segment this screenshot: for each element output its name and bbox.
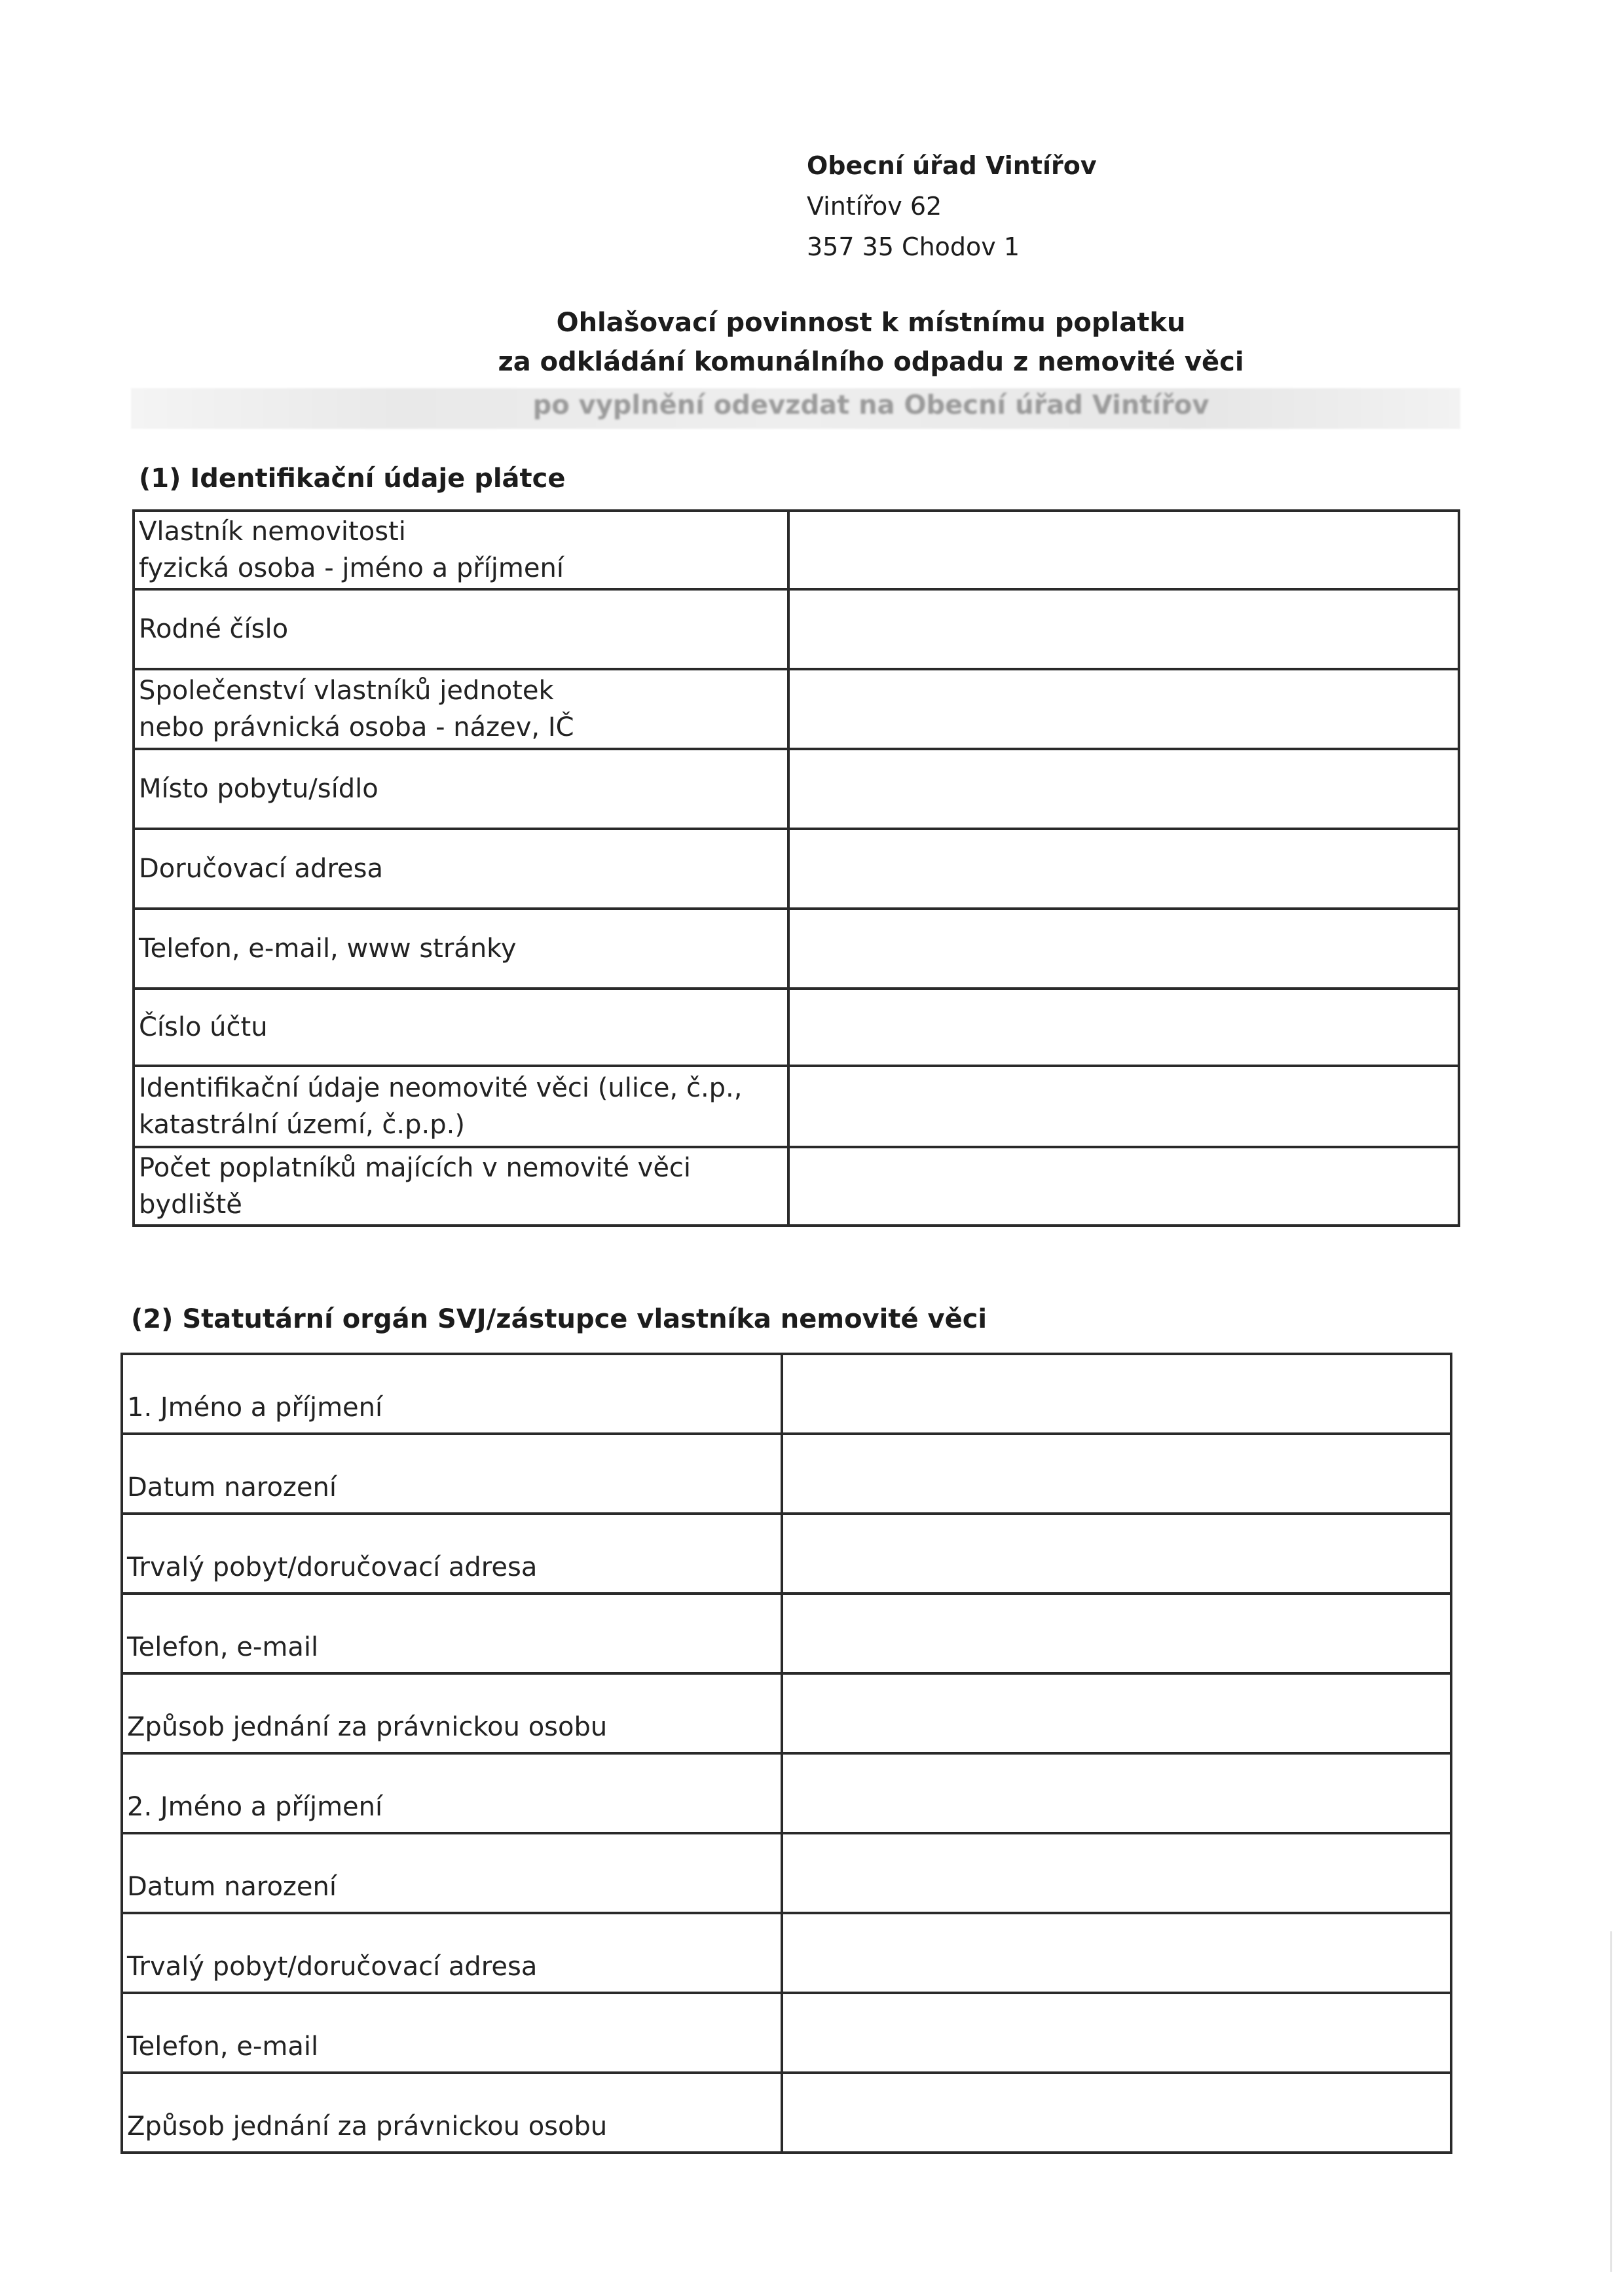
field-label: Telefon, e-mail [122, 1594, 782, 1673]
field-label: Trvalý pobyt/doručovací adresa [122, 1913, 782, 1993]
payer-identification-table [132, 509, 1460, 1227]
field-label: Způsob jednání za právnickou osobu [122, 1673, 782, 1753]
field-value-input[interactable] [782, 1833, 1451, 1913]
field-label-line1: Rodné číslo [139, 614, 289, 644]
field-label-line1: Vlastník nemovitosti [139, 517, 406, 547]
table-row [122, 1514, 1451, 1594]
instruction-text: po vyplnění odevzdat na Obecní úřad Vintířov [532, 390, 1209, 420]
field-label: Datum narození [122, 1833, 782, 1913]
table-row [134, 909, 1459, 989]
field-value-input[interactable] [782, 1753, 1451, 1833]
form-title-line2: za odkládání komunálního odpadu z nemovité věci [498, 347, 1244, 377]
field-label [134, 989, 788, 1066]
field-label-line2: katastrální území, č.p.p.) [139, 1110, 465, 1140]
field-label-line2: nebo právnická osoba - název, IČ [139, 712, 574, 742]
field-value-input[interactable] [788, 1066, 1459, 1147]
field-label: Telefon, e-mail [122, 1993, 782, 2073]
table-row [122, 1993, 1451, 2073]
field-label: 2. Jméno a příjmení [122, 1753, 782, 1833]
table-row [122, 1833, 1451, 1913]
table-row [122, 1913, 1451, 1993]
field-value-input[interactable] [782, 1673, 1451, 1753]
table-row [134, 1147, 1459, 1226]
field-label: Datum narození [122, 1434, 782, 1514]
field-label-line1: Číslo účtu [139, 1012, 268, 1042]
form-title-line1: Ohlašovací povinnost k místnímu poplatku [556, 308, 1186, 338]
statutory-body-table [120, 1353, 1452, 2154]
field-label [134, 749, 788, 829]
section2-title: (2) Statutární orgán SVJ/zástupce vlastníka nemovité věci [131, 1304, 987, 1334]
table-row [122, 1354, 1451, 1434]
table-row [134, 589, 1459, 669]
field-value-input[interactable] [788, 909, 1459, 989]
table-row [134, 829, 1459, 909]
field-label [134, 829, 788, 909]
table-row [122, 2073, 1451, 2153]
office-city: 357 35 Chodov 1 [807, 232, 1020, 261]
field-value-input[interactable] [788, 589, 1459, 669]
field-value-input[interactable] [782, 1913, 1451, 1993]
table-row [122, 1673, 1451, 1753]
table-row [122, 1753, 1451, 1833]
field-label [134, 909, 788, 989]
table-row [122, 1434, 1451, 1514]
field-value-input[interactable] [788, 829, 1459, 909]
field-label [134, 589, 788, 669]
office-name: Obecní úřad Vintířov [807, 151, 1097, 180]
field-value-input[interactable] [782, 1354, 1451, 1434]
field-label-line1: Identifikační údaje neomovité věci (ulice, č.p., [139, 1073, 743, 1103]
field-label [134, 669, 788, 749]
field-label: Způsob jednání za právnickou osobu [122, 2073, 782, 2153]
field-label-line1: Společenství vlastníků jednotek [139, 676, 554, 706]
field-value-input[interactable] [788, 669, 1459, 749]
section1-title: (1) Identifikační údaje plátce [139, 464, 566, 494]
field-value-input[interactable] [788, 511, 1459, 589]
field-value-input[interactable] [782, 1993, 1451, 2073]
table-row [134, 669, 1459, 749]
field-label-line1: Počet poplatníků majících v nemovité věci bydliště [139, 1153, 692, 1220]
table-row [134, 989, 1459, 1066]
field-value-input[interactable] [788, 1147, 1459, 1226]
field-value-input[interactable] [782, 1594, 1451, 1673]
field-label-line1: Doručovací adresa [139, 854, 383, 884]
field-label-line1: Telefon, e-mail, www stránky [139, 934, 517, 964]
table-row [134, 1066, 1459, 1147]
office-street: Vintířov 62 [807, 192, 942, 221]
field-value-input[interactable] [782, 1514, 1451, 1594]
table-row [122, 1594, 1451, 1673]
field-label: Trvalý pobyt/doručovací adresa [122, 1514, 782, 1594]
field-label [134, 1066, 788, 1147]
field-label [134, 511, 788, 589]
table-row [134, 511, 1459, 589]
field-label-line1: Místo pobytu/sídlo [139, 774, 378, 804]
field-label: 1. Jméno a příjmení [122, 1354, 782, 1434]
scan-edge [1610, 1931, 1612, 2272]
field-value-input[interactable] [782, 1434, 1451, 1514]
field-label-line2: fyzická osoba - jméno a příjmení [139, 553, 564, 583]
field-label [134, 1147, 788, 1226]
table-row [134, 749, 1459, 829]
office-address [807, 145, 1097, 267]
field-value-input[interactable] [782, 2073, 1451, 2153]
field-value-input[interactable] [788, 749, 1459, 829]
field-value-input[interactable] [788, 989, 1459, 1066]
